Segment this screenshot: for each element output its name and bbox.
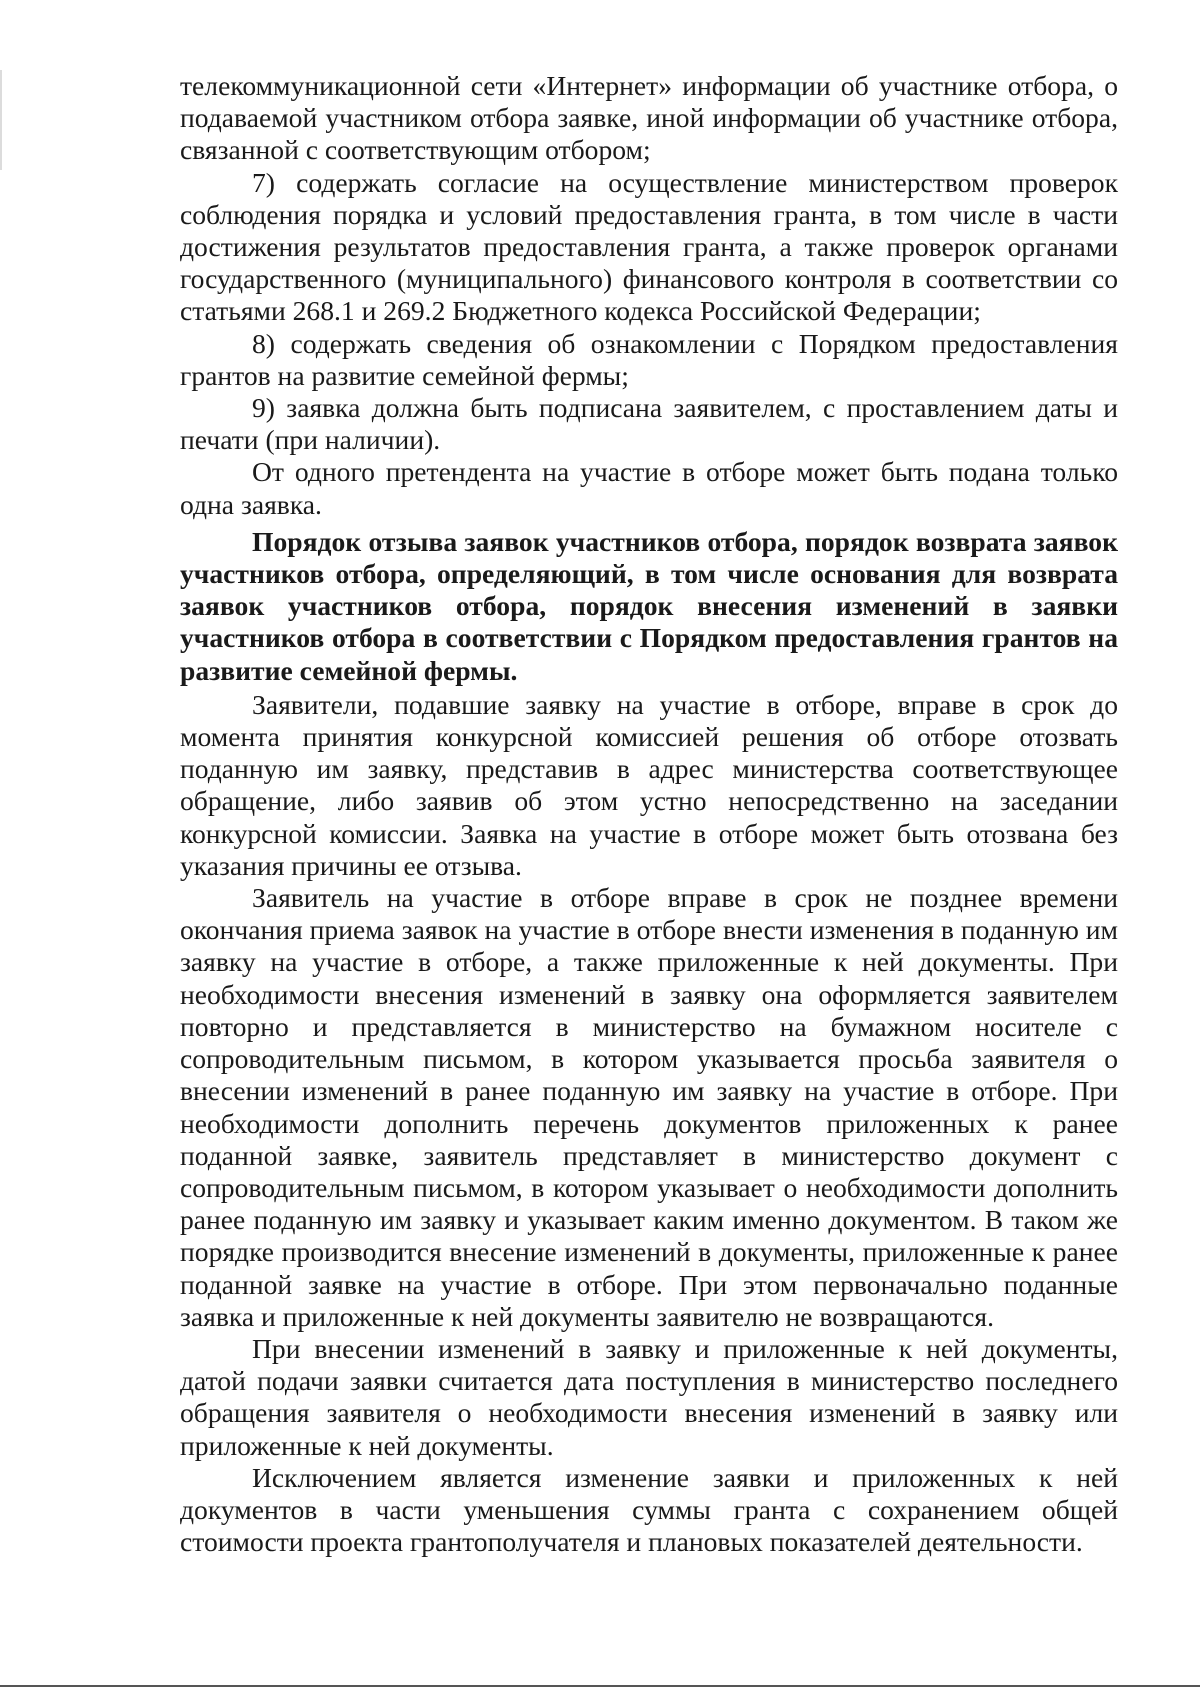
page-bottom-rule (0, 1685, 1200, 1687)
paragraph-changes: Заявитель на участие в отборе вправе в срок не позднее времени окончания приема заявок на участие в отборе внести изменения в поданную им заявку на участие в отборе, а также приложенные к ней документы. При необходимости внесения изменений в заявку она оформляется заявителем повторно и представляется в министерство на бумажном носителе с сопроводительным письмом, в котором указывается просьба заявителя о внесении изменений в ранее поданную им заявку на участие в отборе. При необходимости дополнить перечень документов приложенных к ранее поданной заявке, заявитель представляет в министерство документ с сопроводительным письмом, в котором указывает о необходимости дополнить ранее поданную им заявку и указывает каким именно документом. В таком же порядке производится внесение изменений в документы, приложенные к ранее поданной заявке на участие в отборе. При этом первоначально поданные заявка и приложенные к ней документы заявителю не возвращаются. (180, 882, 1118, 1332)
paragraph-withdrawal: Заявители, подавшие заявку на участие в отборе, вправе в срок до момента принятия конкурсной комиссией решения об отборе отозвать поданную им заявку, представив в адрес министерства соответствующее обращение, либо заявив об этом устно непосредственно на заседании конкурсной комиссии. Заявка на участие в отборе может быть отозвана без указания причины ее отзыва. (180, 688, 1118, 881)
scan-edge-mark (0, 70, 2, 170)
paragraph-exception: Исключением является изменение заявки и приложенных к ней документов в части уменьшения суммы гранта с сохранением общей стоимости проекта грантополучателя и плановых показателей деятельности. (180, 1461, 1118, 1558)
paragraph-item-9: 9) заявка должна быть подписана заявителем, с проставлением даты и печати (при наличии). (180, 392, 1118, 456)
paragraph-single-application: От одного претендента на участие в отборе может быть подана только одна заявка. (180, 456, 1118, 520)
section-heading: Порядок отзыва заявок участников отбора, порядок возврата заявок участников отбора, определяющий, в том числе основания для возврата заявок участников отбора, порядок внесения изменений в заявки участников отбора в соответствии с Порядком предоставления грантов на развитие семейной фермы. (180, 525, 1118, 686)
paragraph-item-8: 8) содержать сведения об ознакомлении с Порядком предоставления грантов на развитие семейной фермы; (180, 327, 1118, 391)
paragraph-item-7: 7) содержать согласие на осуществление министерством проверок соблюдения порядка и условий предоставления гранта, в том числе в части достижения результатов предоставления гранта, а также проверок органами государственного (муниципального) финансового контроля в соответствии со статьями 268.1 и 269.2 Бюджетного кодекса Российской Федерации; (180, 166, 1118, 327)
paragraph-submission-date: При внесении изменений в заявку и приложенные к ней документы, датой подачи заявки считается дата поступления в министерство последнего обращения заявителя о необходимости внесения изменений в заявку или приложенные к ней документы. (180, 1332, 1118, 1461)
document-page (180, 70, 1118, 1558)
paragraph-continuation: телекоммуникационной сети «Интернет» информации об участнике отбора, о подаваемой участником отбора заявке, иной информации об участнике отбора, связанной с соответствующим отбором; (180, 70, 1118, 166)
